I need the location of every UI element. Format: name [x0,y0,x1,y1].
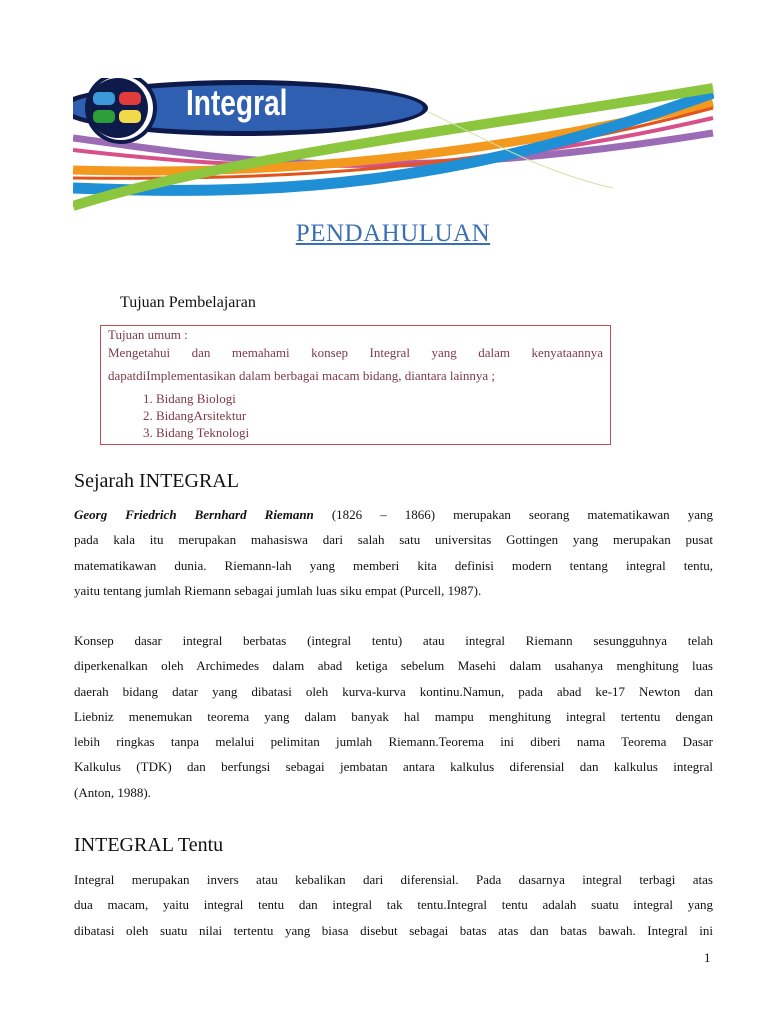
list-item: 3. Bidang Teknologi [156,424,603,441]
text-line: (Anton, 1988). [74,784,151,800]
paragraph-riemann [74,502,713,603]
banner-logo-text: Integral [186,82,288,123]
text-line: yaitu tentang jumlah Riemann sebagai jumlah luas siku empat (Purcell, 1987). [74,582,482,598]
text-line: Liebniz menemukan teorema yang dalam banyak hal mampu menghitung integral tertentu dengan [74,708,713,724]
integral-banner [73,78,714,212]
text-line: diperkenalkan oleh Archimedes dalam abad ketiga sebelum Masehi dalam usahanya menghitung luas [74,658,713,674]
goal-line: Mengetahui dan memahami konsep Integral yang dalam kenyataannya [108,345,603,360]
text-line: matematikawan dunia. Riemann-lah yang memberi kita definisi modern tentang integral tentu, [74,557,713,573]
text-line: lebih ringkas tanpa melalui pelimitan jumlah Riemann.Teorema ini diberi nama Teorema Dasar [74,734,713,750]
text-line: Kalkulus (TDK) dan berfungsi sebagai jembatan antara kalkulus diferensial dan kalkulus integral [74,759,713,775]
section-heading-integral-tentu: INTEGRAL Tentu [74,834,224,856]
tujuan-heading: Tujuan Pembelajaran [120,294,256,311]
paragraph-konsep [74,628,713,805]
list-item: 2. BidangArsitektur [156,407,603,424]
text-line: dua macam, yaitu integral tentu dan integral tak tentu.Integral tentu adalah suatu integral yang [74,897,713,913]
page-title: PENDAHULUAN [295,220,491,247]
text-line: daerah bidang datar yang dibatasi oleh kurva-kurva kontinu.Namun, pada abad ke-17 Newton dan [74,683,713,699]
learning-goals-box [100,325,611,445]
section-heading-sejarah: Sejarah INTEGRAL [74,470,239,492]
list-item: 1. Bidang Biologi [156,390,603,407]
goal-list [108,390,603,441]
text-line: dibatasi oleh suatu nilai tertentu yang biasa disebut sebagai batas atas dan batas bawah. Integral ini [74,922,713,938]
goal-label: Tujuan umum : [108,327,188,342]
text-line: Integral merupakan invers atau kebalikan dari diferensial. Pada dasarnya integral terbagi atas [74,872,713,887]
goal-line: dapatdiImplementasikan dalam berbagai macam bidang, diantara lainnya ; [108,368,495,383]
paragraph-integral-tentu [74,867,713,943]
text-line: pada kala itu merupakan mahasiswa dari salah satu universitas Gottingen yang merupakan pusat [74,532,713,548]
riemann-name: Georg Friedrich Bernhard Riemann [74,507,314,522]
text-line: Konsep dasar integral berbatas (integral tentu) atau integral Riemann sesungguhnya telah [74,633,713,648]
banner-graphic [73,78,714,212]
page-number: 1 [704,950,711,965]
text-line: Georg Friedrich Bernhard Riemann (1826 – 1866) merupakan seorang matematikawan yang [74,507,713,522]
